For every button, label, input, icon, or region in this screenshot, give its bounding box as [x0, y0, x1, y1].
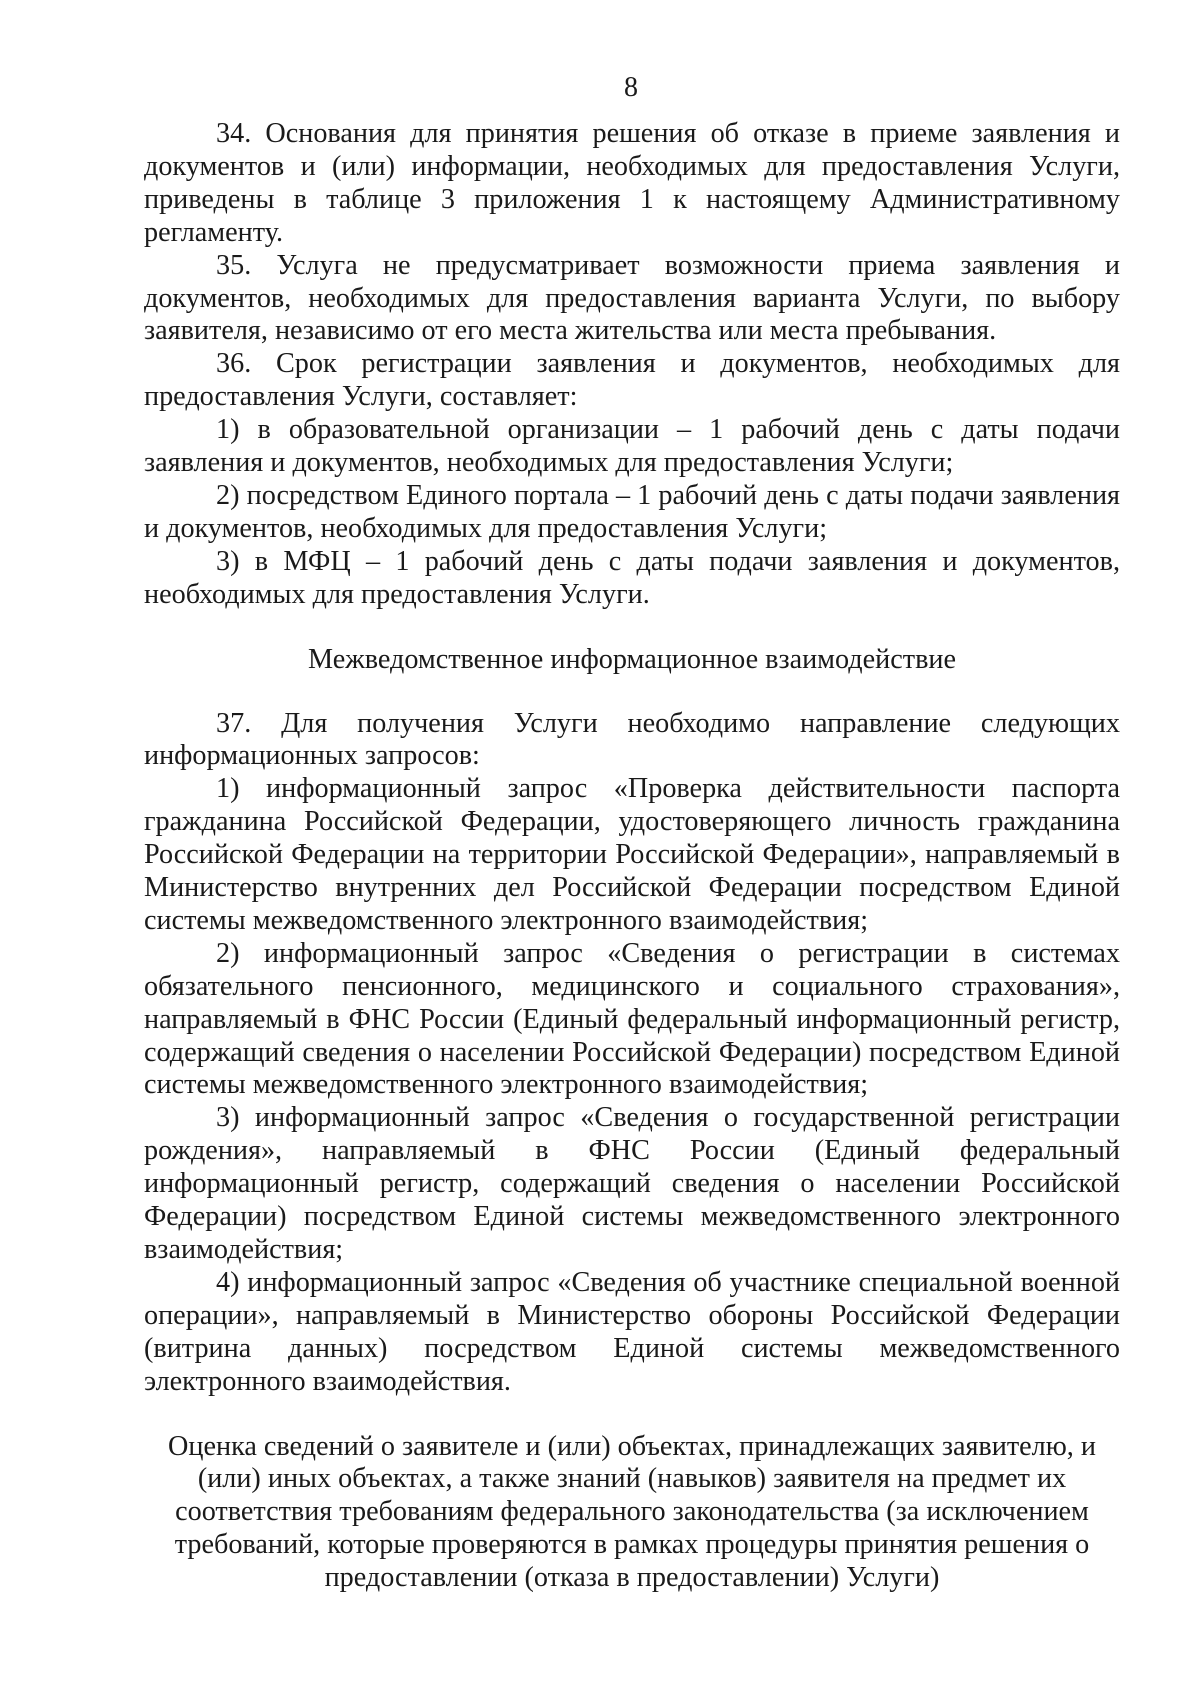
- section-heading-assessment: Оценка сведений о заявителе и (или) объектах, принадлежащих заявителю, и (или) иных объектах, а также знаний (навыков) заявителя на предмет их соответствия требованиям федерального законодательства (за исключением требований, которые проверяются в рамках процедуры принятия решения о предоставлении (отказа в предоставлении) Услуги): [168, 1430, 1096, 1594]
- section-heading-interagency: Межведомственное информационное взаимодействие: [308, 643, 956, 675]
- paragraph-37-item-4: 4) информационный запрос «Сведения об участнике специальной военной операции», направляемый в Министерство обороны Российской Федерации (витрина данных) посредством Единой системы межведомственного электронного взаимодействия.: [144, 1266, 1120, 1397]
- document-body: [144, 118, 1120, 1595]
- paragraph-37-item-2: 2) информационный запрос «Сведения о регистрации в системах обязательного пенсионного, медицинского и социального страхования», направляемый в ФНС России (Единый федеральный информационный регистр, содержащий сведения о населении Российской Федерации) посредством Единой системы межведомственного электронного взаимодействия;: [144, 937, 1120, 1101]
- paragraph-35: 35. Услуга не предусматривает возможности приема заявления и документов, необходимых для предоставления варианта Услуги, по выбору заявителя, независимо от его места жительства или места пребывания.: [144, 249, 1120, 347]
- paragraph-36-item-2: 2) посредством Единого портала – 1 рабочий день с даты подачи заявления и документов, необходимых для предоставления Услуги;: [144, 479, 1120, 544]
- paragraph-37-item-3: 3) информационный запрос «Сведения о государственной регистрации рождения», направляемый в ФНС России (Единый федеральный информационный регистр, содержащий сведения о населении Российской Федерации) посредством Единой системы межведомственного электронного взаимодействия;: [144, 1102, 1120, 1265]
- paragraph-36-item-3: 3) в МФЦ – 1 рабочий день с даты подачи заявления и документов, необходимых для предоставления Услуги.: [144, 545, 1120, 610]
- paragraph-37: 37. Для получения Услуги необходимо направление следующих информационных запросов:: [144, 707, 1120, 772]
- paragraph-34: 34. Основания для принятия решения об отказе в приеме заявления и документов и (или) информации, необходимых для предоставления Услуги, приведены в таблице 3 приложения 1 к настоящему Административному регламенту.: [144, 118, 1120, 248]
- paragraph-36-item-1: 1) в образовательной организации – 1 рабочий день с даты подачи заявления и документов, необходимых для предоставления Услуги;: [144, 414, 1120, 479]
- page-number: 8: [624, 72, 638, 103]
- paragraph-36: 36. Срок регистрации заявления и документов, необходимых для предоставления Услуги, составляет:: [144, 348, 1120, 413]
- paragraph-37-item-1: 1) информационный запрос «Проверка действительности паспорта гражданина Российской Федерации, удостоверяющего личность гражданина Российской Федерации на территории Российской Федерации», направляемый в Министерство внутренних дел Российской Федерации посредством Единой системы межведомственного электронного взаимодействия;: [144, 773, 1120, 936]
